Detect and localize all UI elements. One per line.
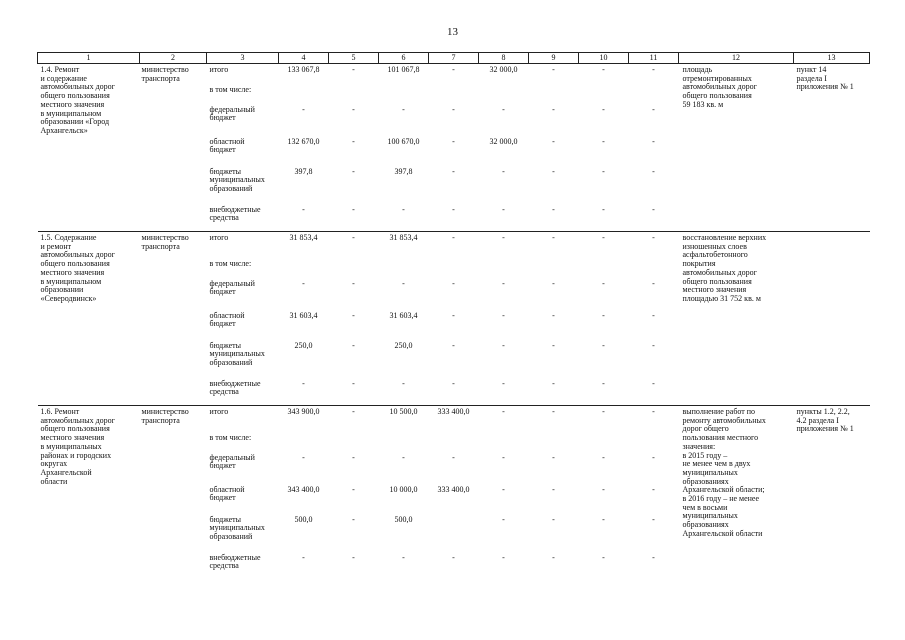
amount-cell: - bbox=[552, 204, 555, 214]
amount-cell: 250,0 bbox=[294, 340, 313, 350]
amount-cell: - bbox=[352, 166, 355, 176]
amount-cell bbox=[629, 252, 679, 276]
amount-cell: - bbox=[352, 204, 355, 214]
amount-cell: - bbox=[502, 278, 505, 288]
amount-cell: 31 853,4 bbox=[379, 232, 429, 252]
amount-cell bbox=[329, 78, 379, 102]
amount-cell: 333 400,0 bbox=[429, 406, 479, 426]
amount-cell bbox=[529, 252, 579, 276]
amount-cell: - bbox=[629, 64, 679, 78]
amount-cell: - bbox=[629, 232, 679, 252]
amount-cell bbox=[629, 426, 679, 450]
amount-cell: 32 000,0 bbox=[479, 64, 529, 78]
amount-cell bbox=[479, 426, 529, 450]
amount-cell: - bbox=[452, 340, 455, 350]
amount-cell bbox=[429, 512, 479, 550]
amount-cell: 397,8 bbox=[394, 166, 413, 176]
amount-cell: 500,0 bbox=[294, 514, 313, 524]
amount-cell: - bbox=[579, 406, 629, 426]
amount-cell: - bbox=[552, 166, 555, 176]
amount-cell: - bbox=[502, 104, 505, 114]
amount-cell: - bbox=[602, 552, 605, 562]
amount-cell: - bbox=[302, 452, 305, 462]
amount-cell: 500,0 bbox=[394, 514, 413, 524]
reference bbox=[794, 232, 870, 406]
expected-result: площадь отремонтированных автомобильных дорог общего пользования 59 183 кв. м bbox=[679, 64, 794, 232]
header-row bbox=[38, 53, 870, 64]
amount-cell: - bbox=[479, 232, 529, 252]
amount-cell: - bbox=[552, 278, 555, 288]
amount-cell bbox=[329, 252, 379, 276]
table-row bbox=[38, 232, 870, 252]
amount-cell: - bbox=[502, 552, 505, 562]
amount-cell: - bbox=[352, 278, 355, 288]
amount-cell: - bbox=[352, 452, 355, 462]
amount-cell bbox=[429, 78, 479, 102]
funding-source: областной бюджет bbox=[209, 310, 245, 329]
amount-cell: 31 603,4 bbox=[389, 310, 418, 320]
amount-cell: - bbox=[402, 452, 405, 462]
reference: пункты 1.2, 2.2, 4.2 раздела I приложения № 1 bbox=[794, 406, 870, 580]
amount-cell: - bbox=[502, 204, 505, 214]
amount-cell bbox=[529, 426, 579, 450]
amount-cell: - bbox=[652, 484, 655, 494]
header-col-4: 4 bbox=[279, 53, 329, 64]
expected-result: восстановление верхних изношенных слоев асфальтобетонного покрытия автомобильных дорог общего пользования местного значения площадью 31 752 кв. м bbox=[679, 232, 794, 406]
amount-cell: 343 900,0 bbox=[279, 406, 329, 426]
funding-source: в том числе: bbox=[209, 258, 252, 268]
amount-cell bbox=[279, 78, 329, 102]
header-col-6: 6 bbox=[379, 53, 429, 64]
header-col-11: 11 bbox=[629, 53, 679, 64]
amount-cell: 31 853,4 bbox=[279, 232, 329, 252]
amount-cell: - bbox=[552, 484, 555, 494]
amount-cell: - bbox=[602, 514, 605, 524]
amount-cell: - bbox=[302, 104, 305, 114]
funding-source: внебюджетные средства bbox=[209, 378, 261, 397]
amount-cell bbox=[329, 426, 379, 450]
amount-cell: - bbox=[602, 104, 605, 114]
amount-cell: 333 400,0 bbox=[437, 484, 470, 494]
amount-cell bbox=[379, 78, 429, 102]
amount-cell: - bbox=[502, 514, 505, 524]
amount-cell bbox=[529, 78, 579, 102]
amount-cell: - bbox=[652, 278, 655, 288]
funding-source: итого bbox=[207, 232, 279, 252]
amount-cell: - bbox=[552, 310, 555, 320]
header-col-8: 8 bbox=[479, 53, 529, 64]
amount-cell: - bbox=[402, 378, 405, 388]
amount-cell: - bbox=[652, 378, 655, 388]
amount-cell: - bbox=[529, 406, 579, 426]
amount-cell: - bbox=[329, 406, 379, 426]
amount-cell: - bbox=[602, 204, 605, 214]
amount-cell: - bbox=[452, 378, 455, 388]
amount-cell: - bbox=[652, 310, 655, 320]
amount-cell: - bbox=[402, 552, 405, 562]
funding-source: в том числе: bbox=[209, 84, 252, 94]
amount-cell: - bbox=[552, 552, 555, 562]
header-col-3: 3 bbox=[207, 53, 279, 64]
amount-cell: - bbox=[552, 104, 555, 114]
funding-source: федеральный бюджет bbox=[209, 452, 255, 471]
amount-cell: - bbox=[652, 552, 655, 562]
amount-cell: - bbox=[352, 310, 355, 320]
amount-cell: - bbox=[602, 340, 605, 350]
amount-cell: - bbox=[652, 514, 655, 524]
amount-cell: - bbox=[352, 484, 355, 494]
amount-cell: - bbox=[402, 278, 405, 288]
amount-cell: 101 067,8 bbox=[379, 64, 429, 78]
amount-cell: - bbox=[502, 340, 505, 350]
header-col-7: 7 bbox=[429, 53, 479, 64]
amount-cell bbox=[429, 252, 479, 276]
amount-cell: - bbox=[352, 552, 355, 562]
amount-cell bbox=[579, 252, 629, 276]
amount-cell: 10 000,0 bbox=[389, 484, 418, 494]
amount-cell: 133 067,8 bbox=[279, 64, 329, 78]
amount-cell: - bbox=[402, 204, 405, 214]
header-col-5: 5 bbox=[329, 53, 379, 64]
header-col-1: 1 bbox=[38, 53, 140, 64]
amount-cell: - bbox=[352, 378, 355, 388]
amount-cell: - bbox=[352, 136, 355, 146]
amount-cell: - bbox=[452, 552, 455, 562]
amount-cell: - bbox=[352, 340, 355, 350]
amount-cell: - bbox=[552, 452, 555, 462]
amount-cell bbox=[429, 426, 479, 450]
amount-cell: - bbox=[452, 136, 455, 146]
funding-source: областной бюджет bbox=[209, 484, 245, 503]
funding-source: федеральный бюджет bbox=[209, 104, 255, 123]
expected-result: выполнение работ по ремонту автомобильных дорог общего пользования местного значения: в 2015 году – не менее чем в двух муниципальных образованиях Архангельской области; в 2016 году – не менее чем в восьми муниципальных образованиях Архангельской области bbox=[679, 406, 794, 580]
activity-title: 1.6. Ремонт автомобильных дорог общего пользования местного значения в муниципальных районах и городских округах Архангельской области bbox=[38, 406, 140, 580]
program-table bbox=[37, 52, 870, 580]
amount-cell: 343 400,0 bbox=[287, 484, 320, 494]
amount-cell: - bbox=[652, 340, 655, 350]
amount-cell: - bbox=[452, 104, 455, 114]
amount-cell: - bbox=[602, 378, 605, 388]
amount-cell: - bbox=[602, 452, 605, 462]
amount-cell: - bbox=[502, 166, 505, 176]
amount-cell: - bbox=[502, 452, 505, 462]
amount-cell: 250,0 bbox=[394, 340, 413, 350]
amount-cell: - bbox=[552, 340, 555, 350]
amount-cell: - bbox=[652, 104, 655, 114]
amount-cell: 31 603,4 bbox=[289, 310, 318, 320]
header-col-12: 12 bbox=[679, 53, 794, 64]
amount-cell: - bbox=[502, 484, 505, 494]
amount-cell: - bbox=[302, 278, 305, 288]
executor: министерство транспорта bbox=[140, 406, 207, 580]
amount-cell: - bbox=[652, 166, 655, 176]
amount-cell: 10 500,0 bbox=[379, 406, 429, 426]
amount-cell: - bbox=[402, 104, 405, 114]
header-col-9: 9 bbox=[529, 53, 579, 64]
funding-source: федеральный бюджет bbox=[209, 278, 255, 297]
amount-cell: - bbox=[529, 232, 579, 252]
amount-cell: - bbox=[652, 136, 655, 146]
amount-cell bbox=[279, 252, 329, 276]
amount-cell: - bbox=[602, 310, 605, 320]
funding-source: бюджеты муниципальных образований bbox=[209, 166, 265, 193]
amount-cell: - bbox=[452, 204, 455, 214]
amount-cell: - bbox=[602, 278, 605, 288]
amount-cell: - bbox=[452, 452, 455, 462]
amount-cell: - bbox=[602, 166, 605, 176]
amount-cell bbox=[579, 78, 629, 102]
funding-source: областной бюджет bbox=[209, 136, 245, 155]
amount-cell: 132 670,0 bbox=[287, 136, 320, 146]
amount-cell: - bbox=[629, 406, 679, 426]
header-col-13: 13 bbox=[794, 53, 870, 64]
page-number: 13 bbox=[447, 26, 458, 38]
activity-title: 1.5. Содержание и ремонт автомобильных дорог общего пользования местного значения в муниципальном образовании «Северодвинск» bbox=[38, 232, 140, 406]
amount-cell: - bbox=[302, 204, 305, 214]
amount-cell: - bbox=[329, 64, 379, 78]
amount-cell: - bbox=[352, 514, 355, 524]
amount-cell: 32 000,0 bbox=[489, 136, 518, 146]
amount-cell bbox=[479, 78, 529, 102]
funding-source: внебюджетные средства bbox=[209, 552, 261, 571]
amount-cell: - bbox=[529, 64, 579, 78]
amount-cell: - bbox=[552, 136, 555, 146]
amount-cell: - bbox=[602, 136, 605, 146]
amount-cell: - bbox=[579, 64, 629, 78]
executor: министерство транспорта bbox=[140, 64, 207, 232]
funding-source: в том числе: bbox=[209, 432, 252, 442]
amount-cell: - bbox=[602, 484, 605, 494]
amount-cell: - bbox=[502, 378, 505, 388]
amount-cell: - bbox=[452, 278, 455, 288]
activity-title: 1.4. Ремонт и содержание автомобильных дорог общего пользования местного значения в муниципальном образовании «Город Архангельск» bbox=[38, 64, 140, 232]
funding-source: итого bbox=[207, 64, 279, 78]
amount-cell bbox=[279, 426, 329, 450]
amount-cell: - bbox=[552, 378, 555, 388]
table-row bbox=[38, 406, 870, 426]
amount-cell bbox=[479, 252, 529, 276]
amount-cell: 100 670,0 bbox=[387, 136, 420, 146]
amount-cell bbox=[579, 426, 629, 450]
amount-cell: - bbox=[302, 552, 305, 562]
funding-source: бюджеты муниципальных образований bbox=[209, 514, 265, 541]
header-col-2: 2 bbox=[140, 53, 207, 64]
reference: пункт 14 раздела I приложения № 1 bbox=[794, 64, 870, 232]
funding-source: итого bbox=[207, 406, 279, 426]
funding-source: бюджеты муниципальных образований bbox=[209, 340, 265, 367]
amount-cell: - bbox=[652, 204, 655, 214]
funding-source: внебюджетные средства bbox=[209, 204, 261, 223]
amount-cell: - bbox=[479, 406, 529, 426]
amount-cell bbox=[379, 426, 429, 450]
amount-cell bbox=[379, 252, 429, 276]
amount-cell: - bbox=[452, 310, 455, 320]
amount-cell: - bbox=[352, 104, 355, 114]
amount-cell: - bbox=[429, 64, 479, 78]
amount-cell: - bbox=[552, 514, 555, 524]
amount-cell: - bbox=[429, 232, 479, 252]
amount-cell: - bbox=[302, 378, 305, 388]
amount-cell bbox=[629, 78, 679, 102]
amount-cell: - bbox=[579, 232, 629, 252]
amount-cell: - bbox=[452, 166, 455, 176]
executor: министерство транспорта bbox=[140, 232, 207, 406]
header-col-10: 10 bbox=[579, 53, 629, 64]
table-row bbox=[38, 64, 870, 78]
amount-cell: - bbox=[652, 452, 655, 462]
amount-cell: - bbox=[502, 310, 505, 320]
amount-cell: - bbox=[329, 232, 379, 252]
amount-cell: 397,8 bbox=[294, 166, 313, 176]
